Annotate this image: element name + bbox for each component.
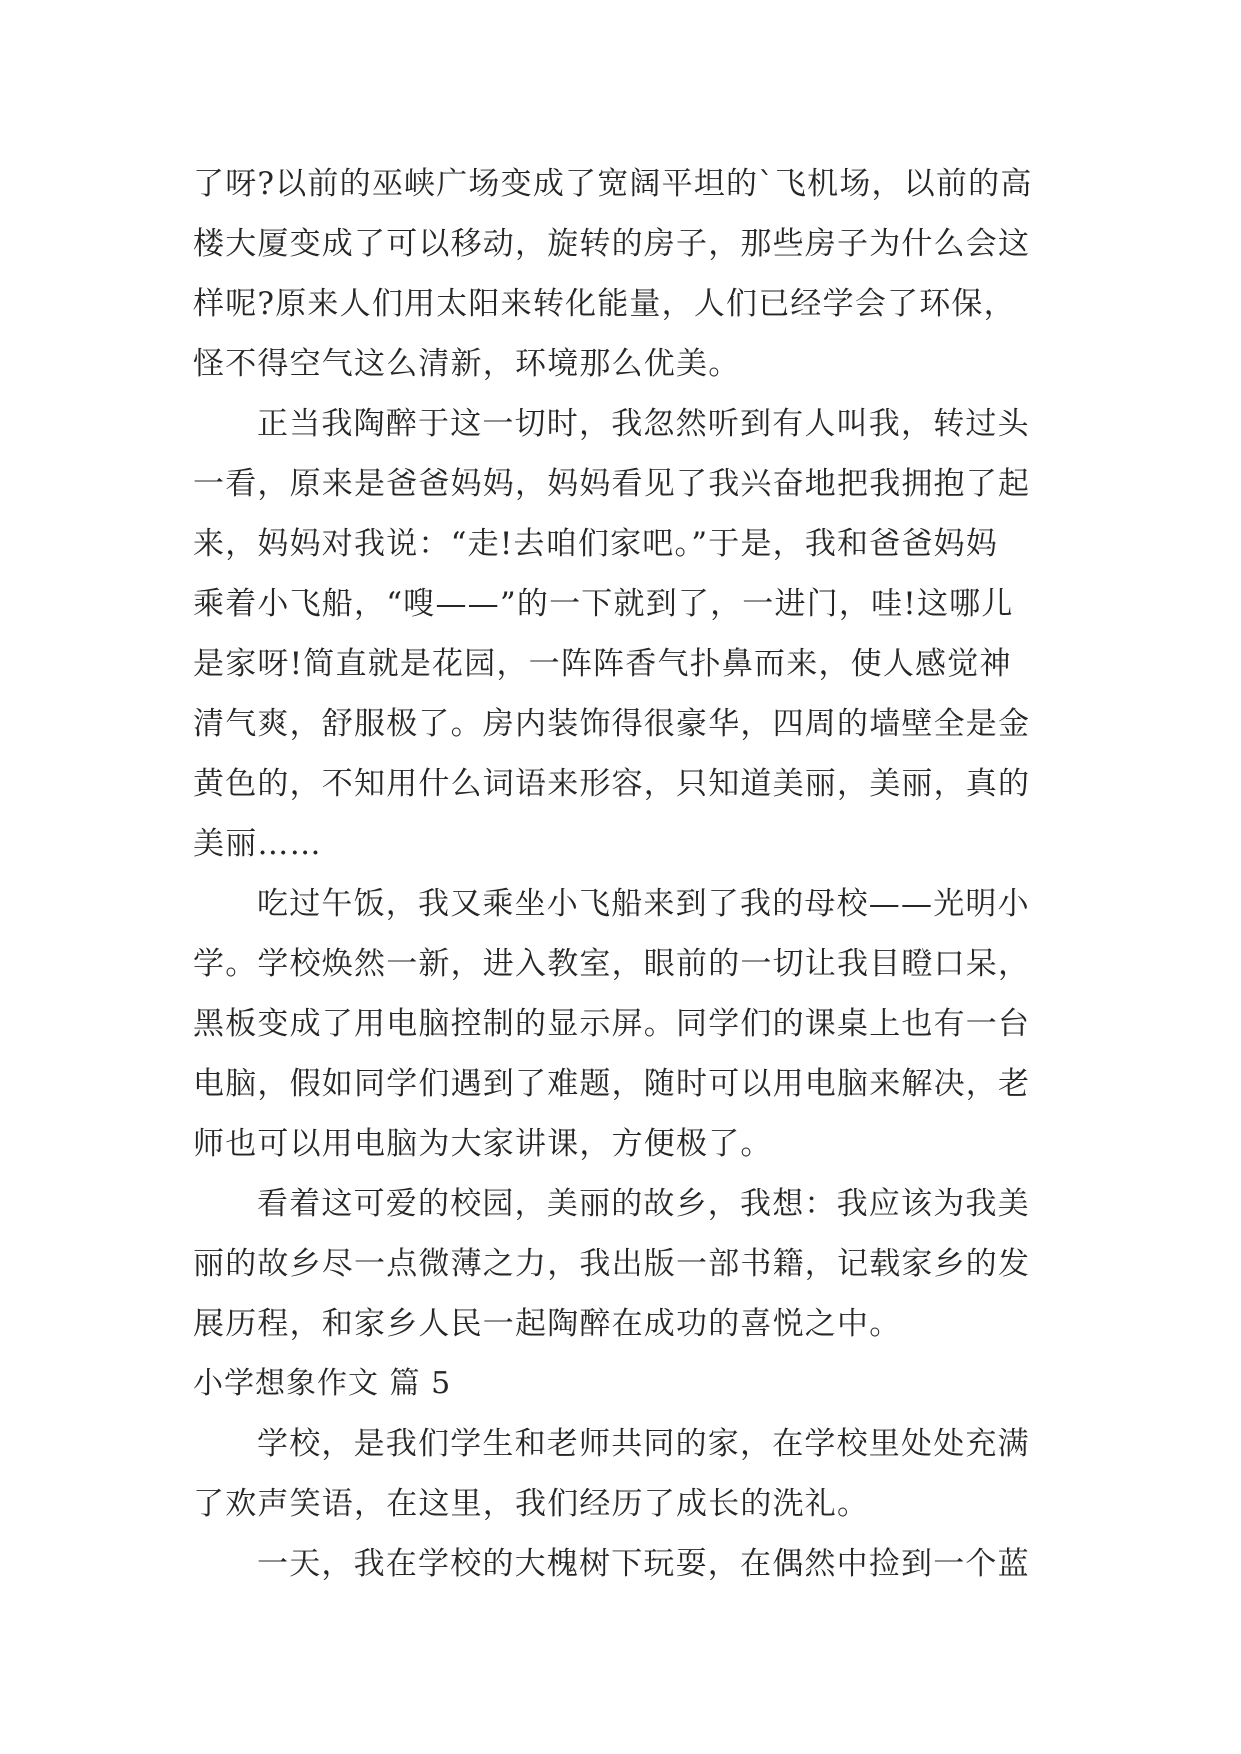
text-line: 样呢?原来人们用太阳来转化能量，人们已经学会了环保， (193, 286, 1016, 322)
text-line: 黄色的，不知用什么词语来形容，只知道美丽，美丽，真的 (193, 766, 1031, 802)
text-line: 电脑，假如同学们遇到了难题，随时可以用电脑来解决，老 (193, 1066, 1031, 1102)
text-line: 了欢声笑语，在这里，我们经历了成长的洗礼。 (193, 1486, 870, 1522)
document-page (193, 154, 1053, 1594)
text-line: 美丽…… (193, 826, 322, 862)
text-line: 展历程，和家乡人民一起陶醉在成功的喜悦之中。 (193, 1306, 902, 1342)
text-line: 楼大厦变成了可以移动，旋转的房子，那些房子为什么会这 (193, 226, 1031, 262)
text-line: 黑板变成了用电脑控制的显示屏。同学们的课桌上也有一台 (193, 1006, 1031, 1042)
text-line: 正当我陶醉于这一切时，我忽然听到有人叫我，转过头 (257, 406, 1030, 442)
text-line: 一看，原来是爸爸妈妈，妈妈看见了我兴奋地把我拥抱了起 (193, 466, 1031, 502)
text-line: 师也可以用电脑为大家讲课，方便极了。 (193, 1126, 773, 1162)
text-line: 吃过午饭，我又乘坐小飞船来到了我的母校——光明小 (257, 886, 1030, 922)
text-line: 清气爽，舒服极了。房内装饰得很豪华，四周的墙壁全是金 (193, 706, 1031, 742)
text-line: 乘着小飞船，“嗖——”的一下就到了，一进门，哇!这哪儿 (193, 586, 1014, 622)
text-line: 是家呀!简直就是花园，一阵阵香气扑鼻而来，使人感觉神 (193, 646, 1012, 682)
text-line: 一天，我在学校的大槐树下玩耍，在偶然中捡到一个蓝 (257, 1546, 1030, 1582)
section-heading: 小学想象作文 篇 5 (193, 1366, 452, 1401)
text-line: 看着这可爱的校园，美丽的故乡，我想：我应该为我美 (257, 1186, 1030, 1222)
text-line: 来，妈妈对我说：“走!去咱们家吧。”于是，我和爸爸妈妈 (193, 526, 999, 562)
text-line: 了呀?以前的巫峡广场变成了宽阔平坦的`飞机场，以前的高 (193, 166, 1033, 202)
text-line: 学校，是我们学生和老师共同的家，在学校里处处充满 (257, 1426, 1030, 1462)
text-line: 学。学校焕然一新，进入教室，眼前的一切让我目瞪口呆， (193, 946, 1031, 982)
text-line: 丽的故乡尽一点微薄之力，我出版一部书籍，记载家乡的发 (193, 1246, 1031, 1282)
text-line: 怪不得空气这么清新，环境那么优美。 (193, 346, 741, 382)
